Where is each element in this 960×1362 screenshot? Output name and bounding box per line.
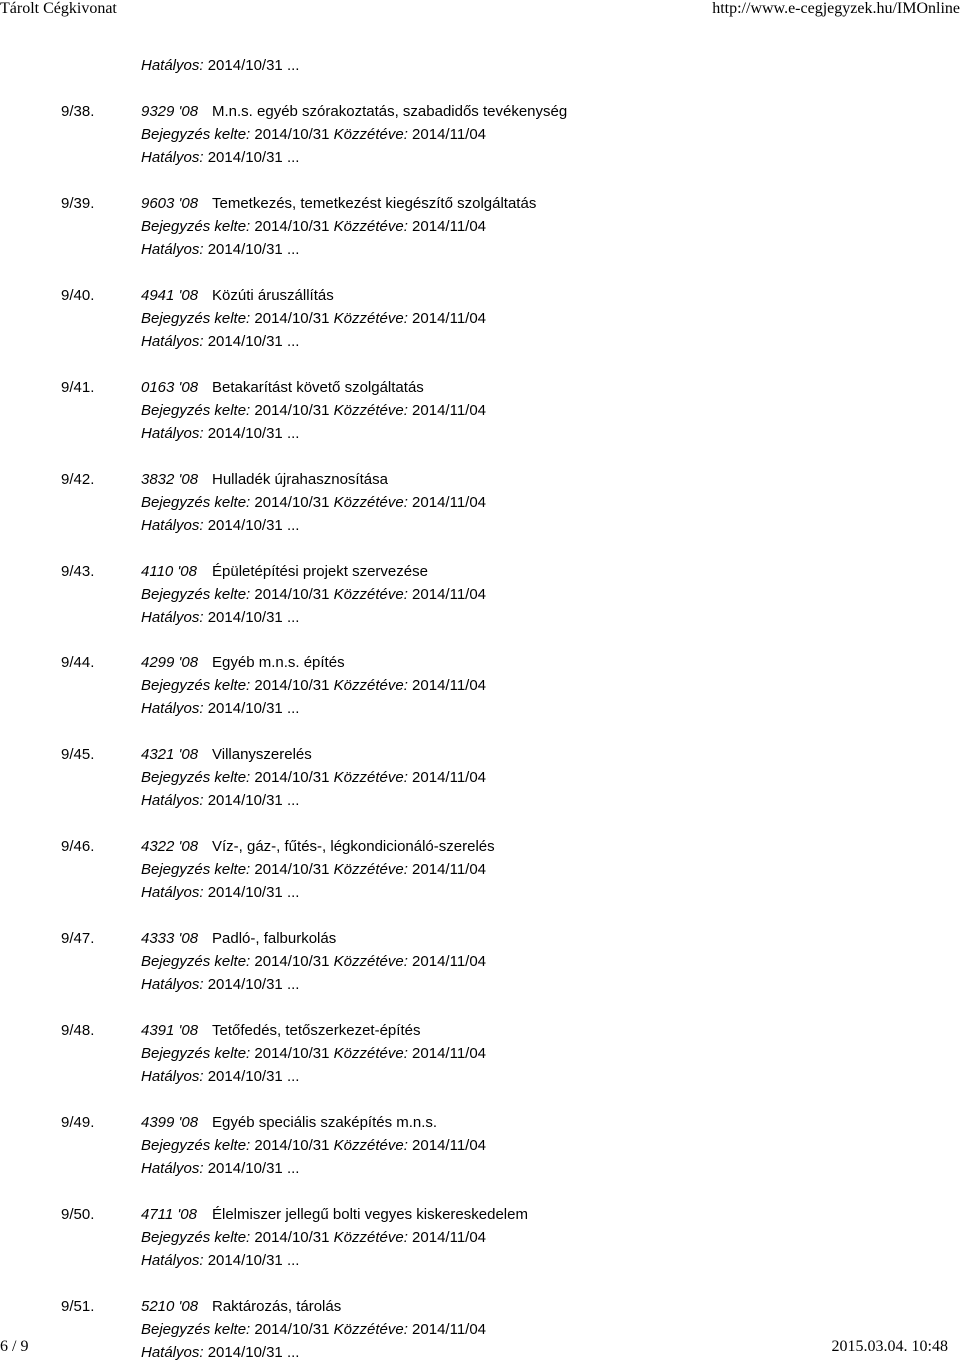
hatalyos-value: 2014/10/31 ... [207,884,300,901]
page-number: 6 / 9 [0,1338,29,1355]
bejegyzes-label: Bejegyzés kelte: [141,126,251,143]
entry-activity-description: Villanyszerelés [212,746,312,763]
kozzeteve-date: 2014/11/04 [412,769,487,786]
bejegyzes-label: Bejegyzés kelte: [141,1321,251,1338]
bejegyzes-label: Bejegyzés kelte: [141,494,251,511]
entry-activity-description: Padló-, falburkolás [212,930,337,947]
kozzeteve-label: Közzétéve: [333,953,408,970]
entry-effective-line [141,1068,299,1086]
entry-effective-line [141,792,299,810]
entry-effective-line [141,976,299,994]
hatalyos-value: 2014/10/31 ... [207,1068,300,1085]
hatalyos-label: Hatályos: [141,517,204,534]
entry-registration-line [141,769,486,787]
kozzeteve-label: Közzétéve: [333,1137,408,1154]
entry-teaor-code: 4110 '08 [141,563,197,580]
entry-activity-description: Raktározás, tárolás [212,1298,342,1315]
entry-number: 9/49. [61,1114,95,1131]
entry-teaor-code: 4941 '08 [141,287,199,304]
kozzeteve-date: 2014/11/04 [412,310,487,327]
entry-teaor-code: 0163 '08 [141,379,199,396]
entry-activity-description: Tetőfedés, tetőszerkezet-építés [212,1022,421,1039]
entry-registration-line [141,1321,486,1339]
entry-registration-line [141,218,486,236]
hatalyos-label: Hatályos: [141,149,204,166]
entry-registration-line [141,677,486,695]
hatalyos-value: 2014/10/31 ... [207,517,300,534]
entry-registration-line [141,586,486,604]
entry-number: 9/48. [61,1022,95,1039]
hatalyos-value: 2014/10/31 ... [207,57,300,74]
entry-registration-line [141,861,486,879]
bejegyzes-date: 2014/10/31 [254,1045,330,1062]
kozzeteve-date: 2014/11/04 [412,1229,487,1246]
hatalyos-value: 2014/10/31 ... [207,609,300,626]
hatalyos-value: 2014/10/31 ... [207,700,300,717]
print-timestamp: 2015.03.04. 10:48 [831,1338,948,1355]
entry-teaor-code: 4391 '08 [141,1022,199,1039]
entry-activity-description: Betakarítást követő szolgáltatás [212,379,424,396]
entry-number: 9/46. [61,838,95,855]
entry-registration-line [141,494,486,512]
hatalyos-value: 2014/10/31 ... [207,1160,300,1177]
entry-registration-line [141,1045,486,1063]
bejegyzes-date: 2014/10/31 [254,310,330,327]
entry-teaor-code: 4321 '08 [141,746,199,763]
kozzeteve-date: 2014/11/04 [412,586,487,603]
hatalyos-label: Hatályos: [141,792,204,809]
entry-number: 9/43. [61,563,95,580]
entry-effective-line [141,517,299,535]
entry-effective-line [141,609,299,627]
entry-effective-line [141,149,299,167]
entry-registration-line [141,402,486,420]
kozzeteve-date: 2014/11/04 [412,677,487,694]
kozzeteve-label: Közzétéve: [333,494,408,511]
entry-effective-line [141,241,299,259]
bejegyzes-label: Bejegyzés kelte: [141,586,251,603]
hatalyos-value: 2014/10/31 ... [207,241,300,258]
bejegyzes-label: Bejegyzés kelte: [141,953,251,970]
kozzeteve-date: 2014/11/04 [412,1321,487,1338]
bejegyzes-label: Bejegyzés kelte: [141,677,251,694]
kozzeteve-date: 2014/11/04 [412,126,487,143]
kozzeteve-date: 2014/11/04 [412,953,487,970]
entry-effective-line [141,1160,299,1178]
entry-number: 9/45. [61,746,95,763]
bejegyzes-date: 2014/10/31 [254,218,330,235]
bejegyzes-label: Bejegyzés kelte: [141,218,251,235]
hatalyos-label: Hatályos: [141,241,204,258]
entry-teaor-code: 3832 '08 [141,471,199,488]
bejegyzes-date: 2014/10/31 [254,1137,330,1154]
bejegyzes-date: 2014/10/31 [254,402,330,419]
entry-number: 9/40. [61,287,95,304]
entry-activity-description: Épületépítési projekt szervezése [212,563,428,580]
entry-number: 9/47. [61,930,95,947]
hatalyos-label: Hatályos: [141,57,204,74]
entry-teaor-code: 5210 '08 [141,1298,199,1315]
kozzeteve-date: 2014/11/04 [412,494,487,511]
entry-number: 9/44. [61,654,95,671]
header-url: http://www.e-cegjegyzek.hu/IMOnline [712,0,960,17]
bejegyzes-date: 2014/10/31 [254,769,330,786]
entry-activity-description: Hulladék újrahasznosítása [212,471,388,488]
entry-number: 9/51. [61,1298,95,1315]
hatalyos-label: Hatályos: [141,333,204,350]
entry-registration-line [141,126,486,144]
hatalyos-label: Hatályos: [141,976,204,993]
kozzeteve-label: Közzétéve: [333,126,408,143]
bejegyzes-label: Bejegyzés kelte: [141,1045,251,1062]
bejegyzes-date: 2014/10/31 [254,494,330,511]
kozzeteve-label: Közzétéve: [333,677,408,694]
bejegyzes-label: Bejegyzés kelte: [141,1137,251,1154]
entry-effective-line [141,425,299,443]
bejegyzes-date: 2014/10/31 [254,677,330,694]
entry-registration-line [141,310,486,328]
bejegyzes-date: 2014/10/31 [254,1229,330,1246]
entry-teaor-code: 4322 '08 [141,838,199,855]
bejegyzes-date: 2014/10/31 [254,953,330,970]
kozzeteve-date: 2014/11/04 [412,1045,487,1062]
entry-registration-line [141,953,486,971]
bejegyzes-label: Bejegyzés kelte: [141,310,251,327]
hatalyos-value: 2014/10/31 ... [207,1344,300,1361]
entry-effective-line [141,333,299,351]
kozzeteve-date: 2014/11/04 [412,402,487,419]
entry-activity-description: Temetkezés, temetkezést kiegészítő szolgáltatás [212,195,537,212]
entry-activity-description: Közúti áruszállítás [212,287,334,304]
kozzeteve-label: Közzétéve: [333,310,408,327]
entry-activity-description: Élelmiszer jellegű bolti vegyes kiskereskedelem [212,1206,528,1223]
kozzeteve-label: Közzétéve: [333,402,408,419]
hatalyos-value: 2014/10/31 ... [207,1252,300,1269]
entry-effective-line [141,1344,299,1362]
kozzeteve-date: 2014/11/04 [412,1137,487,1154]
kozzeteve-label: Közzétéve: [333,586,408,603]
hatalyos-label: Hatályos: [141,1344,204,1361]
kozzeteve-label: Közzétéve: [333,1321,408,1338]
bejegyzes-label: Bejegyzés kelte: [141,769,251,786]
hatalyos-label: Hatályos: [141,1160,204,1177]
bejegyzes-date: 2014/10/31 [254,1321,330,1338]
hatalyos-label: Hatályos: [141,1252,204,1269]
hatalyos-value: 2014/10/31 ... [207,149,300,166]
kozzeteve-label: Közzétéve: [333,1045,408,1062]
entry-number: 9/50. [61,1206,95,1223]
hatalyos-value: 2014/10/31 ... [207,976,300,993]
entry-activity-description: Egyéb m.n.s. építés [212,654,345,671]
hatalyos-label: Hatályos: [141,425,204,442]
entry-registration-line [141,1137,486,1155]
entry-number: 9/42. [61,471,95,488]
entry-activity-description: Víz-, gáz-, fűtés-, légkondicionáló-szerelés [212,838,495,855]
entry-effective-line [141,700,299,718]
bejegyzes-label: Bejegyzés kelte: [141,402,251,419]
bejegyzes-date: 2014/10/31 [254,126,330,143]
entry-effective-line [141,1252,299,1270]
entry-number: 9/38. [61,103,95,120]
entry-teaor-code: 4711 '08 [141,1206,197,1223]
entry-activity-description: M.n.s. egyéb szórakoztatás, szabadidős tevékenység [212,103,568,120]
hatalyos-value: 2014/10/31 ... [207,792,300,809]
hatalyos-label: Hatályos: [141,609,204,626]
kozzeteve-label: Közzétéve: [333,1229,408,1246]
kozzeteve-date: 2014/11/04 [412,218,487,235]
entry-activity-description: Egyéb speciális szaképítés m.n.s. [212,1114,438,1131]
bejegyzes-date: 2014/10/31 [254,586,330,603]
hatalyos-label: Hatályos: [141,700,204,717]
kozzeteve-date: 2014/11/04 [412,861,487,878]
kozzeteve-label: Közzétéve: [333,218,408,235]
bejegyzes-date: 2014/10/31 [254,861,330,878]
hatalyos-value: 2014/10/31 ... [207,425,300,442]
entry-teaor-code: 4333 '08 [141,930,199,947]
hatalyos-value: 2014/10/31 ... [207,333,300,350]
entry-registration-line [141,1229,486,1247]
kozzeteve-label: Közzétéve: [333,769,408,786]
entry-teaor-code: 4299 '08 [141,654,199,671]
kozzeteve-label: Közzétéve: [333,861,408,878]
entry-number: 9/41. [61,379,95,396]
entry-number: 9/39. [61,195,95,212]
entry-teaor-code: 9329 '08 [141,103,199,120]
entry-teaor-code: 9603 '08 [141,195,199,212]
top-hatalyos-line [141,57,299,75]
header-title: Tárolt Cégkivonat [0,0,117,17]
bejegyzes-label: Bejegyzés kelte: [141,1229,251,1246]
hatalyos-label: Hatályos: [141,1068,204,1085]
entry-effective-line [141,884,299,902]
bejegyzes-label: Bejegyzés kelte: [141,861,251,878]
entry-teaor-code: 4399 '08 [141,1114,199,1131]
hatalyos-label: Hatályos: [141,884,204,901]
